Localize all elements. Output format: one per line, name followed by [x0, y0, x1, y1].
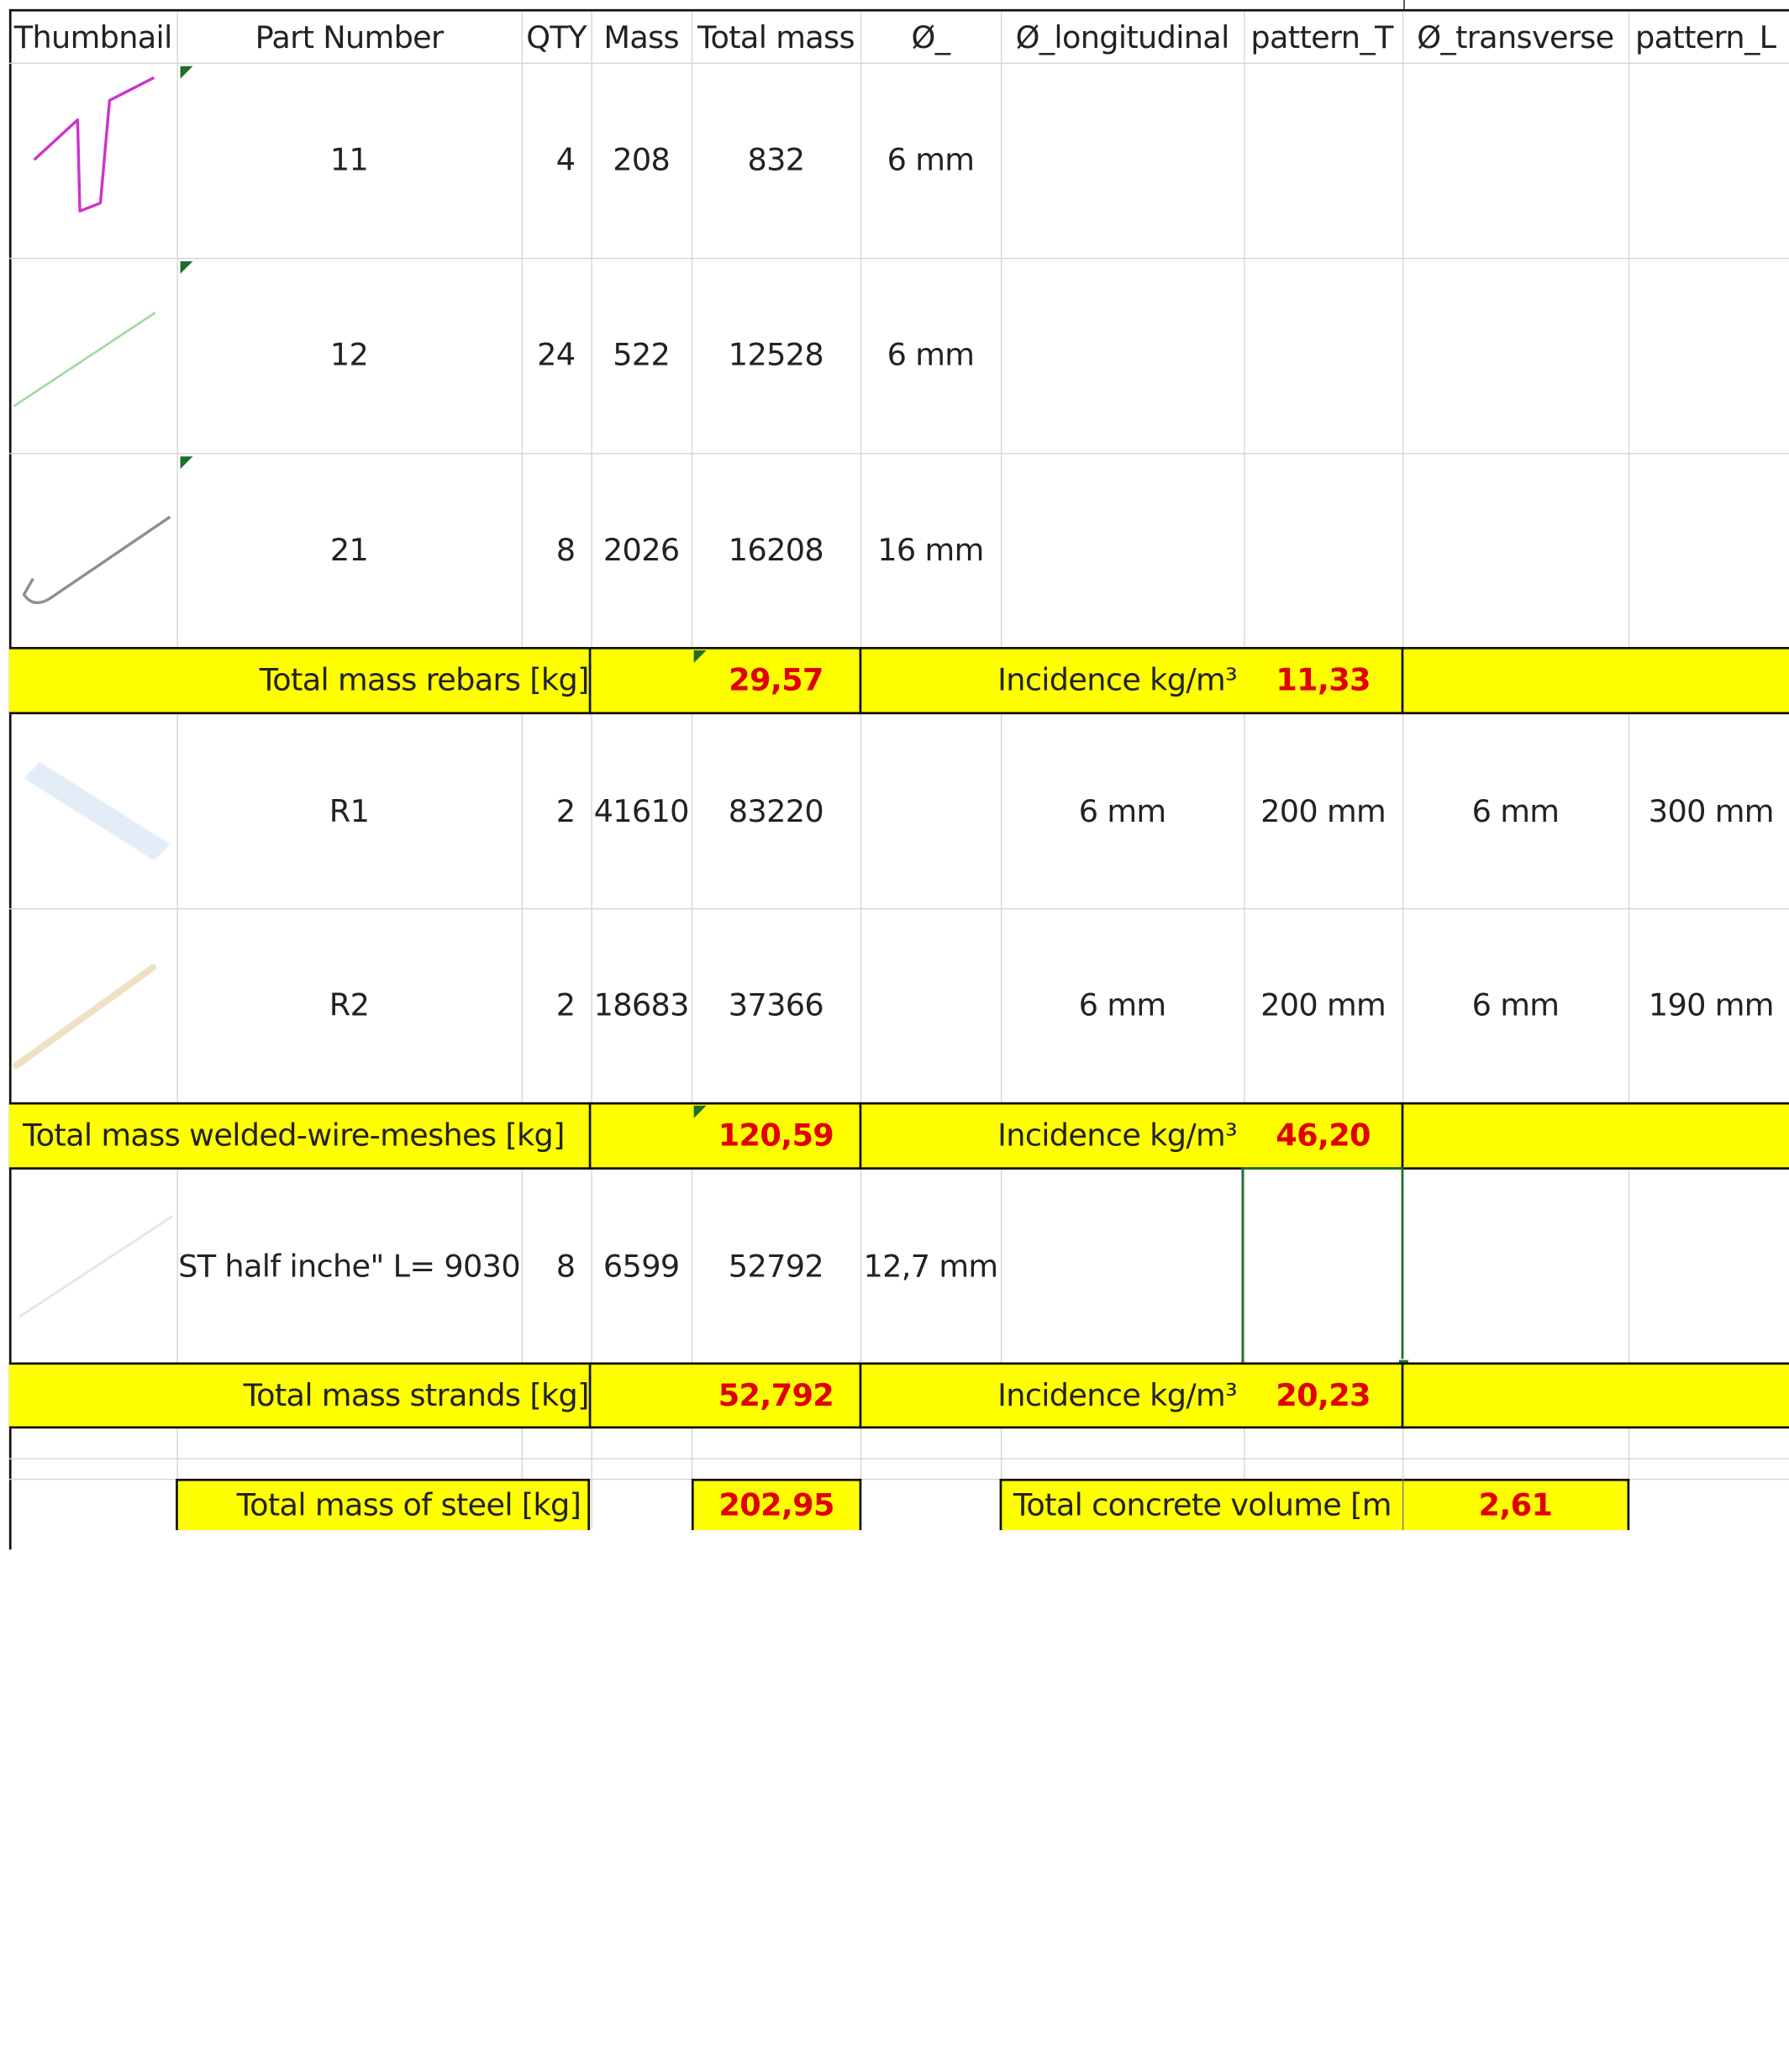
meshes-incidence-label[interactable]: Incidence kg/m³ [997, 1118, 1238, 1154]
mesh-pattern-t[interactable]: 200 mm [1260, 988, 1386, 1024]
col-header-pattern-l[interactable]: pattern_L [1635, 20, 1776, 56]
mesh-diameter-transverse[interactable]: 6 mm [1471, 793, 1560, 829]
col-header-mass[interactable]: Mass [603, 20, 679, 56]
steel-total-value[interactable]: 202,95 [718, 1487, 834, 1523]
strands-total-label[interactable]: Total mass strands [kg] [243, 1377, 589, 1413]
meshes-total-label[interactable]: Total mass welded-wire-meshes [kg] [23, 1118, 565, 1154]
strands-total-value[interactable]: 52,792 [718, 1377, 834, 1413]
mesh-total-mass[interactable]: 37366 [728, 988, 824, 1024]
selected-cell[interactable] [1242, 1167, 1404, 1365]
rebar-total-mass[interactable]: 832 [747, 142, 805, 178]
strand-qty[interactable]: 8 [555, 1249, 576, 1285]
rebar-21-thumbnail [17, 507, 176, 610]
strand-part-number[interactable]: ST half inche" L= 9030 [178, 1249, 520, 1285]
mesh-r2-thumbnail [12, 959, 160, 1073]
col-header-qty[interactable]: QTY [526, 20, 587, 56]
mesh-diameter-longitudinal[interactable]: 6 mm [1078, 988, 1166, 1024]
rebars-incidence-value[interactable]: 11,33 [1276, 662, 1371, 699]
rebar-12-thumbnail [12, 308, 160, 411]
mesh-mass[interactable]: 18683 [593, 988, 689, 1024]
header-edge [1403, 0, 1404, 9]
rebars-total-label[interactable]: Total mass rebars [kg] [259, 662, 589, 699]
strand-mass[interactable]: 6599 [602, 1249, 680, 1285]
rebar-part-number[interactable]: 21 [329, 533, 369, 569]
rebar-part-number[interactable]: 12 [329, 337, 369, 374]
rebar-part-number[interactable]: 11 [329, 142, 369, 178]
mesh-qty[interactable]: 2 [555, 988, 576, 1024]
mesh-part-number[interactable]: R1 [329, 793, 370, 829]
rebar-mass[interactable]: 522 [613, 337, 671, 374]
steel-total-label[interactable]: Total mass of steel [kg] [236, 1487, 581, 1523]
col-header-pattern-t[interactable]: pattern_T [1250, 20, 1393, 56]
strand-thumbnail [17, 1212, 176, 1320]
mesh-diameter-transverse[interactable]: 6 mm [1471, 988, 1560, 1024]
meshes-incidence-value[interactable]: 46,20 [1276, 1118, 1371, 1154]
concrete-total-value[interactable]: 2,61 [1478, 1487, 1553, 1523]
col-header-diameter-longitudinal[interactable]: Ø_longitudinal [1015, 20, 1229, 56]
rebar-mass[interactable]: 2026 [602, 533, 680, 569]
rebar-qty[interactable]: 4 [555, 142, 576, 178]
rebar-total-mass[interactable]: 12528 [728, 337, 824, 374]
rebar-11-thumbnail [23, 68, 171, 250]
rebar-qty[interactable]: 24 [537, 337, 576, 374]
strand-diameter[interactable]: 12,7 mm [863, 1249, 998, 1285]
mesh-pattern-t[interactable]: 200 mm [1260, 793, 1386, 829]
mesh-total-mass[interactable]: 83220 [728, 793, 824, 829]
mesh-qty[interactable]: 2 [555, 793, 576, 829]
col-header-diameter-transverse[interactable]: Ø_transverse [1417, 20, 1614, 56]
strands-incidence-label[interactable]: Incidence kg/m³ [997, 1377, 1238, 1413]
mesh-pattern-l[interactable]: 190 mm [1648, 988, 1774, 1024]
col-header-thumbnail[interactable]: Thumbnail [13, 20, 172, 56]
band-divider [589, 1102, 592, 1170]
rebar-total-mass[interactable]: 16208 [728, 533, 824, 569]
strand-total-mass[interactable]: 52792 [728, 1249, 824, 1285]
rebar-diameter[interactable]: 16 mm [877, 533, 984, 569]
mesh-diameter-longitudinal[interactable]: 6 mm [1078, 793, 1166, 829]
rebar-diameter[interactable]: 6 mm [887, 337, 975, 374]
mesh-mass[interactable]: 41610 [593, 793, 689, 829]
mesh-r1-thumbnail [17, 753, 176, 867]
col-header-total-mass[interactable]: Total mass [697, 20, 855, 56]
mesh-pattern-l[interactable]: 300 mm [1648, 793, 1774, 829]
col-header-part-number[interactable]: Part Number [255, 20, 444, 56]
rebar-diameter[interactable]: 6 mm [887, 142, 975, 178]
rebars-incidence-label[interactable]: Incidence kg/m³ [997, 662, 1238, 699]
meshes-total-value[interactable]: 120,59 [718, 1118, 834, 1154]
strands-incidence-value[interactable]: 20,23 [1276, 1377, 1371, 1413]
mesh-part-number[interactable]: R2 [329, 988, 370, 1024]
rebars-total-value[interactable]: 29,57 [729, 662, 823, 699]
concrete-total-label[interactable]: Total concrete volume [m [1013, 1487, 1392, 1523]
rebar-mass[interactable]: 208 [613, 142, 671, 178]
rebar-qty[interactable]: 8 [555, 533, 576, 569]
col-header-diameter[interactable]: Ø_ [911, 20, 950, 56]
